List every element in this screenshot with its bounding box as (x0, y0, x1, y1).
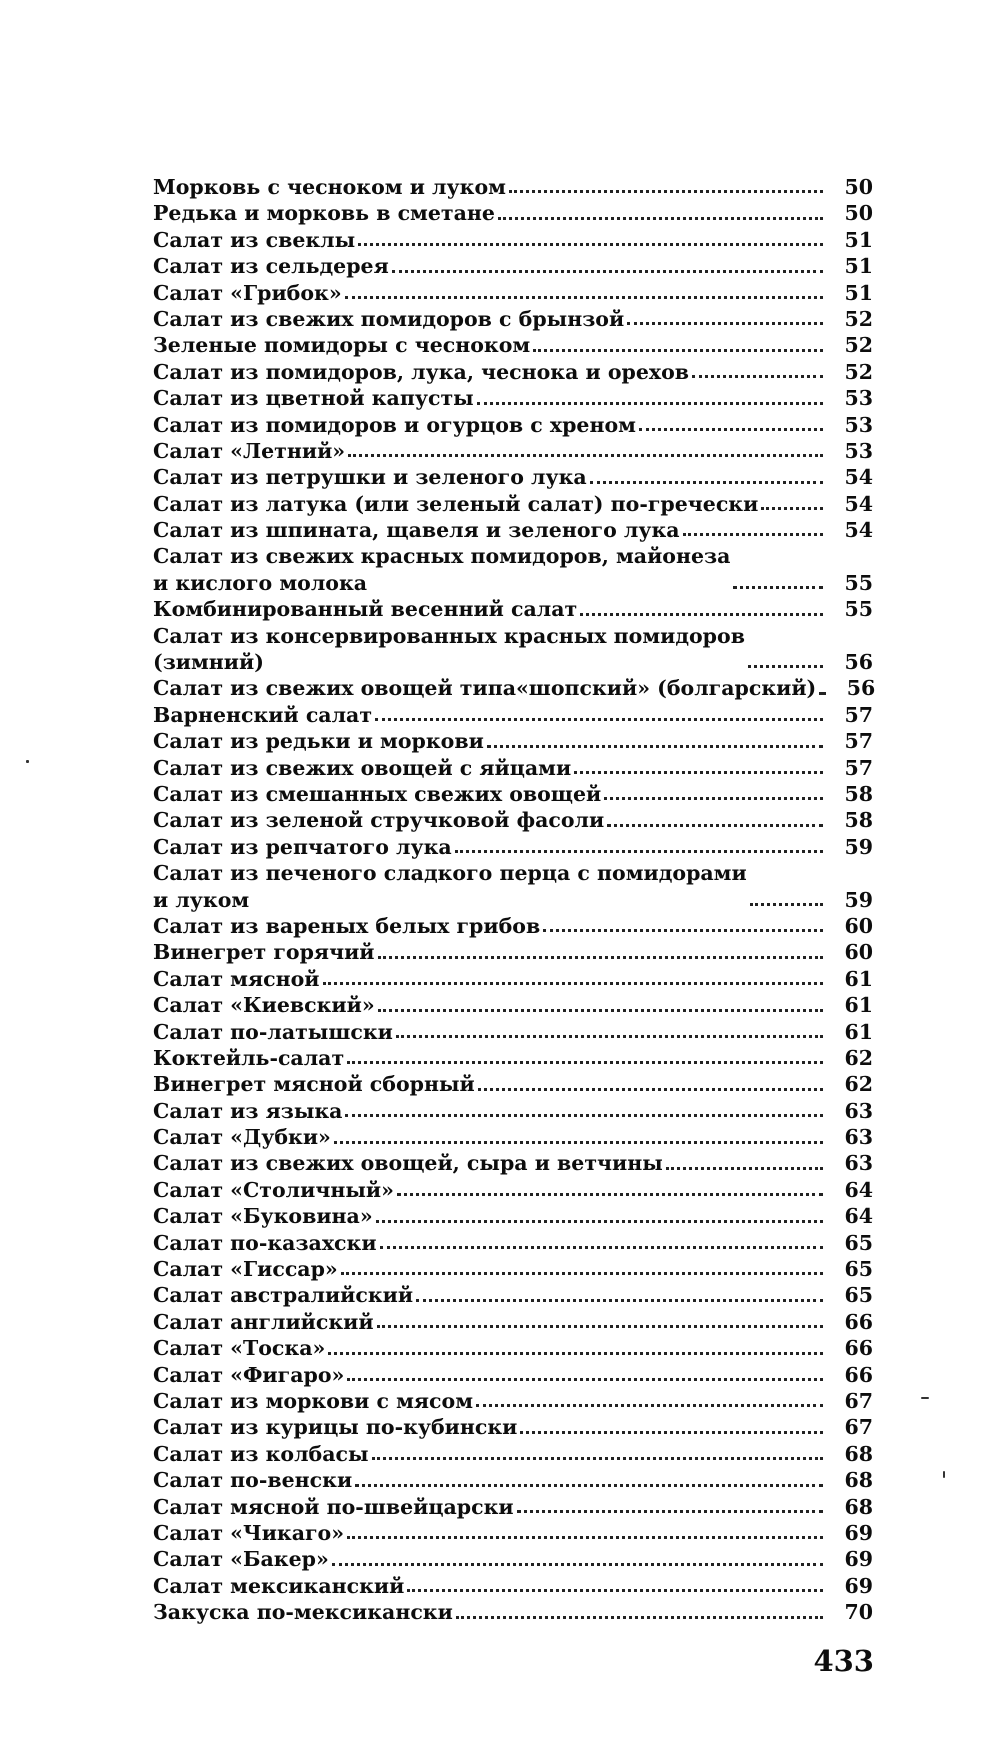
dot-leader (509, 190, 823, 193)
toc-entry (153, 385, 873, 411)
entry-title: Зеленые помидоры с чесноком (153, 333, 531, 358)
entry-page-number: 54 (844, 465, 873, 490)
entry-title: Салат «Чикаго» (153, 1520, 345, 1545)
toc-entry (153, 253, 873, 279)
dot-leader (456, 1616, 823, 1619)
entry-title: Салат из вареных белых грибов (153, 913, 541, 938)
entry-page-number: 63 (844, 1098, 873, 1123)
dot-leader (347, 1061, 823, 1064)
entry-title: Салат австралийский (153, 1283, 414, 1308)
entry-page-number: 56 (844, 650, 873, 675)
entry-page-number: 68 (844, 1468, 873, 1493)
entry-title: Комбинированный весенний салат (153, 597, 578, 622)
toc-entry (153, 1414, 873, 1440)
toc-entry (153, 1151, 873, 1177)
entry-page-number: 53 (844, 412, 873, 437)
entry-page-number: 63 (844, 1151, 873, 1176)
entry-title: Морковь с чесноком и луком (153, 174, 506, 199)
dot-leader (345, 1114, 823, 1117)
toc-entry (153, 1520, 873, 1546)
dot-leader (347, 1536, 823, 1539)
entry-page-number: 53 (844, 386, 873, 411)
toc-entry (153, 332, 873, 358)
entry-page-number: 68 (844, 1441, 873, 1466)
dot-leader (455, 850, 823, 853)
entry-title: Салат «Киевский» (153, 993, 375, 1018)
dot-leader (574, 771, 823, 774)
entry-page-number: 56 (846, 676, 876, 701)
toc-entry (153, 781, 873, 807)
dot-leader (396, 1035, 823, 1038)
entry-page-number: 69 (844, 1547, 873, 1572)
entry-title: Салат «Тоска» (153, 1336, 326, 1361)
dot-leader (407, 1589, 823, 1592)
entry-title: Салат из петрушки и зеленого лука (153, 465, 587, 490)
toc-entry (153, 1256, 873, 1282)
dot-leader (334, 1141, 823, 1144)
toc-entry (153, 306, 873, 332)
toc-entry (153, 1441, 873, 1467)
dot-leader (733, 586, 823, 589)
entry-title: Салат из консервированных красных помидоров (зимний) (153, 623, 745, 675)
entry-title: Салат «Буковина» (153, 1204, 373, 1229)
entry-page-number: 64 (844, 1177, 873, 1202)
entry-title: Винегрет мясной сборный (153, 1072, 475, 1097)
entry-title: Салат «Гиссар» (153, 1257, 338, 1282)
toc-entry (153, 412, 873, 438)
entry-title: Салат из курицы по-кубински (153, 1415, 518, 1440)
dot-leader (376, 1220, 823, 1223)
entry-title: Редька и морковь в сметане (153, 201, 495, 226)
entry-page-number: 54 (844, 491, 873, 516)
entry-page-number: 65 (844, 1257, 873, 1282)
entry-page-number: 67 (844, 1389, 873, 1413)
entry-title: Салат «Бакер» (153, 1547, 329, 1572)
dot-leader (607, 824, 823, 827)
entry-page-number: 52 (844, 333, 873, 358)
entry-page-number: 53 (844, 438, 873, 463)
dot-leader (543, 929, 823, 932)
entry-title: Салат по-венски (153, 1468, 353, 1493)
toc-entry (153, 992, 873, 1018)
entry-title: Салат из шпината, щавеля и зеленого лука (153, 518, 680, 543)
toc-entry (153, 464, 873, 490)
entry-page-number: 59 (844, 887, 873, 912)
toc-entry (153, 1071, 873, 1097)
entry-page-number: 57 (844, 702, 873, 727)
toc-entry (153, 1573, 873, 1599)
entry-page-number: 51 (844, 227, 873, 252)
dot-leader (819, 692, 825, 695)
dot-leader (355, 1484, 823, 1487)
entry-page-number: 57 (844, 729, 873, 754)
toc-entry (153, 1388, 873, 1414)
toc-entry (153, 702, 873, 728)
entry-page-number: 62 (844, 1072, 873, 1097)
entry-page-number: 50 (844, 174, 873, 199)
entry-title: Салат из свежих красных помидоров, майонеза и кислого молока (153, 544, 731, 595)
entry-title: Салат из редьки и моркови (153, 729, 484, 754)
entry-title: Салат из свежих помидоров с брынзой (153, 306, 625, 331)
dot-leader (683, 533, 823, 536)
entry-title: Салат из зеленой стручковой фасоли (153, 808, 605, 833)
dot-leader (348, 454, 823, 457)
toc-entry (153, 1282, 873, 1308)
entry-page-number: 52 (844, 306, 873, 331)
toc-entry (153, 359, 873, 385)
dot-leader (377, 1325, 823, 1328)
entry-title: Салат из помидоров и огурцов с хреном (153, 412, 636, 437)
dot-leader (416, 1299, 823, 1302)
entry-title: Закуска по-мексикански (153, 1600, 453, 1625)
toc-entry (153, 1019, 873, 1045)
entry-title: Салат из цветной капусты (153, 386, 474, 411)
toc-entry (153, 1230, 873, 1256)
entry-page-number: 52 (844, 359, 873, 384)
entry-title: Винегрет горячий (153, 940, 375, 965)
dot-leader (604, 797, 823, 800)
toc-entry (153, 1335, 873, 1361)
entry-page-number: 51 (844, 280, 873, 305)
dot-leader (520, 1431, 823, 1434)
toc-entry (153, 1546, 873, 1572)
dot-leader (666, 1167, 823, 1170)
dot-leader (323, 982, 824, 985)
dot-leader (341, 1272, 823, 1275)
entry-page-number: 57 (844, 755, 873, 780)
toc-entry (153, 227, 873, 253)
entry-title: Салат из свежих овощей с яйцами (153, 755, 572, 780)
entry-title: Коктейль-салат (153, 1045, 345, 1070)
toc-entry (153, 1098, 873, 1124)
toc-entry (153, 1494, 873, 1520)
entry-title: Салат «Грибок» (153, 280, 342, 305)
entry-page-number: 66 (844, 1309, 873, 1334)
toc-entry (153, 728, 873, 754)
toc-entry (153, 807, 873, 833)
entry-title: Салат из репчатого лука (153, 834, 452, 859)
toc-entry (153, 1599, 873, 1625)
toc-entry (153, 1045, 873, 1071)
entry-title: Салат мясной по-швейцарски (153, 1494, 514, 1519)
toc-entry (153, 596, 873, 622)
entry-title: Салат из моркови с мясом (153, 1389, 474, 1413)
dot-leader (477, 402, 823, 405)
entry-page-number: 60 (844, 940, 873, 965)
dot-leader (533, 349, 823, 352)
dot-leader (378, 1009, 823, 1012)
toc-entry (153, 860, 873, 913)
toc-entry (153, 1467, 873, 1493)
entry-page-number: 58 (844, 808, 873, 833)
entry-page-number: 65 (844, 1283, 873, 1308)
page-number: 433 (813, 1644, 874, 1678)
entry-title: Салат из смешанных свежих овощей (153, 782, 602, 806)
dot-leader (487, 745, 823, 748)
entry-page-number: 50 (844, 201, 873, 226)
toc-entry (153, 834, 873, 860)
toc-entry (153, 1203, 873, 1229)
entry-page-number: 70 (844, 1600, 873, 1625)
entry-page-number: 60 (844, 913, 873, 938)
entry-page-number: 64 (844, 1204, 873, 1229)
toc-entry (153, 939, 873, 965)
toc-entry (153, 913, 873, 939)
entry-page-number: 55 (844, 597, 873, 622)
entry-title: Салат мясной (153, 966, 320, 991)
dot-leader (590, 481, 823, 484)
scan-speck (26, 760, 29, 763)
toc-entry (153, 200, 873, 226)
toc-entry (153, 1124, 873, 1150)
dot-leader (580, 613, 823, 616)
dot-leader (750, 903, 823, 906)
entry-page-number: 51 (844, 254, 873, 279)
entry-title: Салат из колбасы (153, 1441, 369, 1466)
entry-page-number: 62 (844, 1045, 873, 1070)
entry-page-number: 55 (844, 570, 873, 595)
entry-title: Салат из языка (153, 1098, 343, 1123)
entry-title: Салат «Столичный» (153, 1177, 394, 1202)
entry-title: Салат «Дубки» (153, 1125, 331, 1150)
toc-entry (153, 966, 873, 992)
dot-leader (332, 1563, 823, 1566)
entry-page-number: 68 (844, 1494, 873, 1519)
toc-entry (153, 755, 873, 781)
toc-entry (153, 675, 876, 701)
entry-title: Салат мексиканский (153, 1573, 405, 1598)
dot-leader (517, 1510, 823, 1513)
dot-leader (692, 375, 823, 378)
dot-leader (639, 428, 823, 431)
dot-leader (378, 956, 824, 959)
dot-leader (392, 270, 823, 273)
entry-title: Салат по-латышски (153, 1019, 393, 1044)
dot-leader (748, 665, 823, 668)
entry-title: Салат из помидоров, лука, чеснока и орехов (153, 359, 690, 384)
dot-leader (347, 1378, 823, 1381)
dot-leader (345, 296, 823, 299)
entry-title: Салат «Фигаро» (153, 1362, 345, 1387)
dot-leader (397, 1193, 823, 1196)
toc-entry (153, 543, 873, 596)
entry-page-number: 59 (844, 834, 873, 859)
table-of-contents (153, 174, 876, 1626)
entry-page-number: 58 (844, 782, 873, 806)
entry-title: Салат из свеклы (153, 227, 356, 252)
entry-title: Салат из печеного сладкого перца с помидорами и луком (153, 861, 747, 912)
dot-leader (478, 1088, 823, 1091)
toc-entry (153, 491, 873, 517)
dot-leader (380, 1246, 823, 1249)
dot-leader (498, 217, 823, 220)
entry-page-number: 61 (844, 966, 873, 991)
dot-leader (375, 718, 823, 721)
toc-entry (153, 1177, 873, 1203)
entry-title: Салат из сельдерея (153, 254, 389, 279)
entry-title: Салат из латука (или зеленый салат) по-гречески (153, 491, 759, 516)
toc-entry (153, 1309, 873, 1335)
entry-page-number: 65 (844, 1230, 873, 1255)
dot-leader (328, 1352, 823, 1355)
toc-entry (153, 438, 873, 464)
entry-page-number: 66 (844, 1362, 873, 1387)
dot-leader (476, 1404, 823, 1407)
toc-entry (153, 517, 873, 543)
dot-leader (627, 322, 823, 325)
entry-title: Варненский салат (153, 702, 373, 727)
scan-speck (943, 1471, 945, 1478)
entry-page-number: 69 (844, 1520, 873, 1545)
entry-page-number: 63 (844, 1125, 873, 1150)
toc-entry (153, 1362, 873, 1388)
toc-entry (153, 280, 873, 306)
entry-title: Салат английский (153, 1309, 374, 1334)
entry-title: Салат «Летний» (153, 438, 346, 463)
scan-speck (921, 1397, 929, 1399)
dot-leader (372, 1457, 823, 1460)
dot-leader (358, 243, 823, 246)
entry-page-number: 54 (844, 518, 873, 543)
toc-entry (153, 623, 873, 676)
entry-page-number: 61 (844, 1019, 873, 1044)
entry-title: Салат из свежих овощей типа«шопский» (болгарский) (153, 676, 817, 701)
entry-page-number: 67 (844, 1415, 873, 1440)
toc-entry (153, 174, 873, 200)
entry-title: Салат из свежих овощей, сыра и ветчины (153, 1151, 663, 1176)
entry-page-number: 61 (844, 993, 873, 1018)
entry-title: Салат по-казахски (153, 1230, 377, 1255)
entry-page-number: 66 (844, 1336, 873, 1361)
entry-page-number: 69 (844, 1573, 873, 1598)
dot-leader (761, 507, 823, 510)
